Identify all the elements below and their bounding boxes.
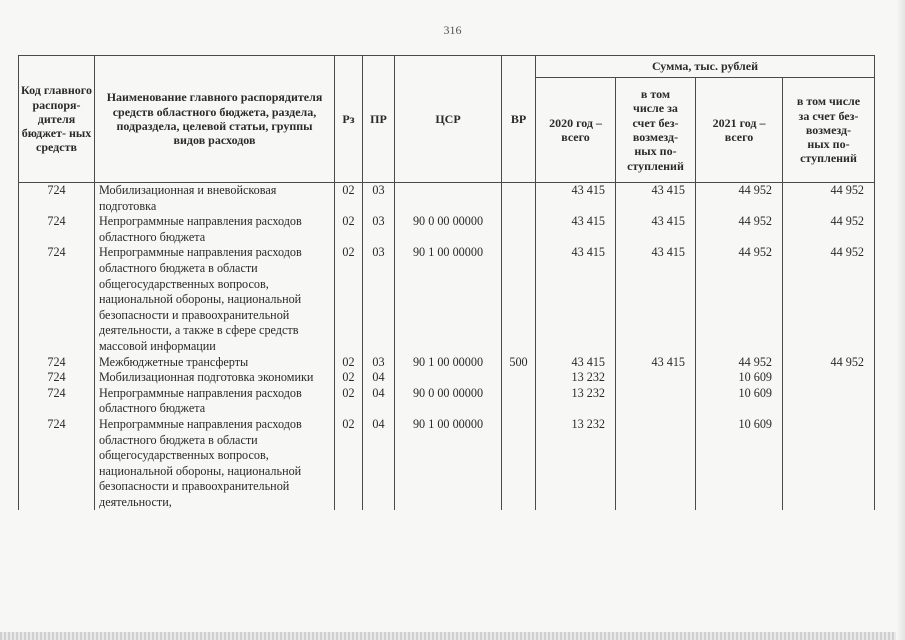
table-row (19, 245, 875, 354)
cell-2020-total: 43 415 (536, 214, 616, 245)
cell-code: 724 (19, 417, 95, 511)
cell-2021-free: 44 952 (783, 183, 875, 215)
cell-csr: 90 0 00 00000 (395, 386, 502, 417)
cell-2020-free: 43 415 (616, 355, 696, 371)
cell-2021-total: 44 952 (696, 245, 783, 354)
cell-name: Мобилизационная подготовка экономики (95, 370, 335, 386)
page-number: 316 (443, 23, 462, 37)
cell-2020-free (616, 370, 696, 386)
cell-code: 724 (19, 214, 95, 245)
budget-table (18, 55, 875, 510)
table-row (19, 386, 875, 417)
cell-code: 724 (19, 355, 95, 371)
cell-pr: 04 (363, 386, 395, 417)
cell-2021-free (783, 417, 875, 511)
cell-name: Межбюджетные трансферты (95, 355, 335, 371)
cell-2021-free: 44 952 (783, 214, 875, 245)
cell-rz: 02 (335, 245, 363, 354)
cell-code: 724 (19, 386, 95, 417)
cell-rz: 02 (335, 370, 363, 386)
table-row (19, 370, 875, 386)
cell-2021-total: 10 609 (696, 386, 783, 417)
cell-2021-total: 44 952 (696, 183, 783, 215)
cell-vr (502, 214, 536, 245)
cell-vr (502, 386, 536, 417)
cell-csr: 90 1 00 00000 (395, 245, 502, 354)
cell-rz: 02 (335, 214, 363, 245)
cell-2021-total: 10 609 (696, 370, 783, 386)
cell-vr: 500 (502, 355, 536, 371)
cell-2020-free: 43 415 (616, 214, 696, 245)
cell-2021-free (783, 370, 875, 386)
cell-code: 724 (19, 245, 95, 354)
cell-2020-total: 43 415 (536, 355, 616, 371)
cell-2021-free (783, 386, 875, 417)
header-2020-total: 2020 год – всего (536, 78, 616, 183)
cell-vr (502, 417, 536, 511)
cell-rz: 02 (335, 355, 363, 371)
cell-name: Непрограммные направления расходов областного бюджета в области общегосударственных вопросов, национальной обороны, национальной безопасности и правоохранительной деятельности, (95, 417, 335, 511)
cell-vr (502, 183, 536, 215)
cell-2020-free: 43 415 (616, 245, 696, 354)
cell-code: 724 (19, 183, 95, 215)
header-2020-free: в том числе за счет без- возмезд- ных по- ступлений (616, 78, 696, 183)
cell-pr: 04 (363, 370, 395, 386)
header-sum-group: Сумма, тыс. рублей (536, 56, 875, 78)
header-pr: ПР (363, 56, 395, 183)
cell-2021-free: 44 952 (783, 245, 875, 354)
cell-2020-free: 43 415 (616, 183, 696, 215)
cell-2021-total: 44 952 (696, 214, 783, 245)
cell-csr: 90 1 00 00000 (395, 355, 502, 371)
cell-name: Непрограммные направления расходов областного бюджета (95, 214, 335, 245)
header-2021-total: 2021 год – всего (696, 78, 783, 183)
cell-2020-total: 43 415 (536, 183, 616, 215)
cell-2020-total: 13 232 (536, 386, 616, 417)
header-vr: ВР (502, 56, 536, 183)
cell-rz: 02 (335, 417, 363, 511)
table-row (19, 417, 875, 511)
scan-edge-bottom (0, 632, 905, 640)
cell-csr: 90 0 00 00000 (395, 214, 502, 245)
cell-2020-free (616, 386, 696, 417)
cell-csr: 90 1 00 00000 (395, 417, 502, 511)
cell-pr: 03 (363, 214, 395, 245)
cell-vr (502, 245, 536, 354)
cell-2021-total: 10 609 (696, 417, 783, 511)
cell-2020-free (616, 417, 696, 511)
cell-2020-total: 13 232 (536, 417, 616, 511)
cell-2020-total: 43 415 (536, 245, 616, 354)
cell-vr (502, 370, 536, 386)
cell-2021-total: 44 952 (696, 355, 783, 371)
table-row (19, 183, 875, 215)
cell-csr (395, 370, 502, 386)
table-row (19, 355, 875, 371)
cell-name: Непрограммные направления расходов областного бюджета (95, 386, 335, 417)
cell-rz: 02 (335, 386, 363, 417)
cell-2020-total: 13 232 (536, 370, 616, 386)
scan-edge-right (896, 0, 905, 640)
cell-rz: 02 (335, 183, 363, 215)
table-body (19, 183, 875, 511)
header-2021-free: в том числе за счет без- возмезд- ных по- ступлений (783, 78, 875, 183)
header-rz: Рз (335, 56, 363, 183)
cell-2021-free: 44 952 (783, 355, 875, 371)
header-csr: ЦСР (395, 56, 502, 183)
cell-code: 724 (19, 370, 95, 386)
cell-csr (395, 183, 502, 215)
cell-pr: 03 (363, 355, 395, 371)
cell-name: Мобилизационная и вневойсковая подготовка (95, 183, 335, 215)
cell-pr: 03 (363, 183, 395, 215)
cell-pr: 04 (363, 417, 395, 511)
cell-name: Непрограммные направления расходов областного бюджета в области общегосударственных вопросов, национальной обороны, национальной безопасности и правоохранительной деятельности, а также в сфере средств массовой информации (95, 245, 335, 354)
header-code: Код главного распоря- дителя бюджет- ных средств (19, 56, 95, 183)
table-row (19, 214, 875, 245)
cell-pr: 03 (363, 245, 395, 354)
header-name: Наименование главного распорядителя средств областного бюджета, раздела, подраздела, целевой статьи, группы видов расходов (95, 56, 335, 183)
